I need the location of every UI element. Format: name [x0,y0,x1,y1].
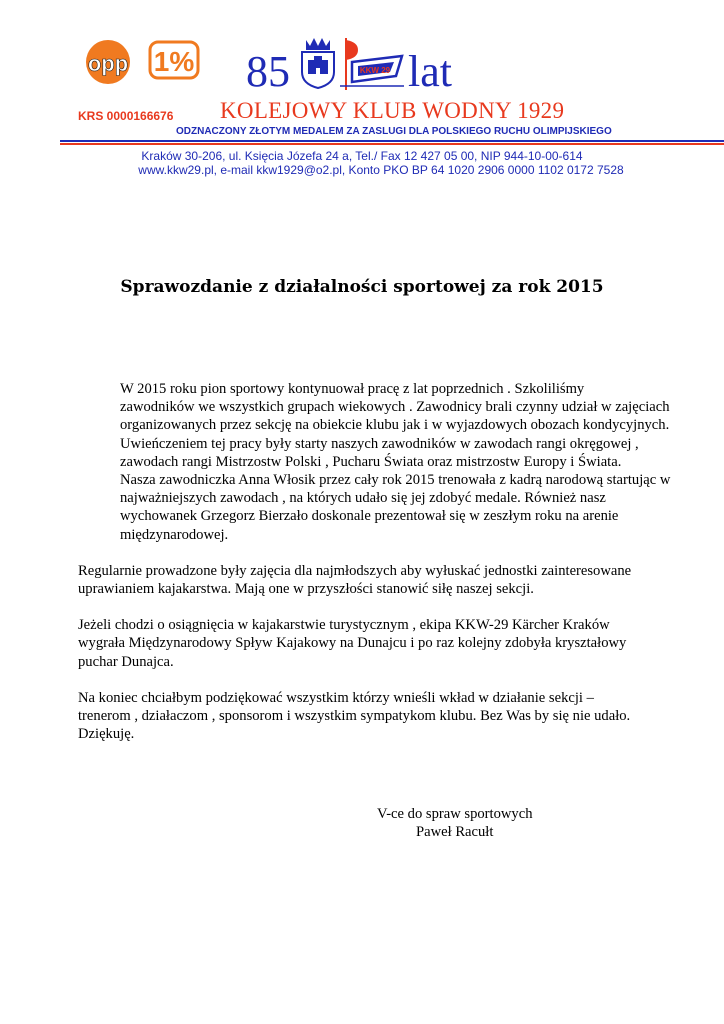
text-line: trenerom , działaczom , sponsorom i wszystkim sympatykom klubu. Bez Was by się nie udało. [78,708,631,725]
club-name: KOLEJOWY KLUB WODNY 1929 [220,98,565,123]
paragraph-tourism [78,616,638,671]
text-line: wygrała Międzynarodowy Spływ Kajakowy na Dunajcu i po raz kolejny zdobyła kryształowy [78,635,627,652]
text-line: organizowanych przez sekcję na obiekcie klubu jak i w wyjazdowych obozach kondycyjnych. [120,417,670,434]
text-line: uprawianiem kajakarstwa. Mają one w przyszłości stanowić siłę naszej sekcji. [78,581,534,598]
opp-logo-text: opp [87,51,129,76]
text-line: W 2015 roku pion sportowy kontynuował pracę z lat poprzednich . Szkoliliśmy [120,381,585,397]
anniversary-number: 85 [246,47,290,96]
text-line: Jeżeli chodzi o osiągnięcia w kajakarstwie turystycznym , ekipa KKW-29 Kärcher Kraków [78,617,610,634]
krs-number: KRS 0000166676 [78,109,174,123]
anniversary-word: lat [408,47,452,96]
medal-line: ODZNACZONY ZŁOTYM MEDALEM ZA ZASLUGI DLA POLSKIEGO RUCHU OLIMPIJSKIEGO [176,126,612,137]
kkw-emblem-text: KKW 29 [359,66,391,75]
document-title: Sprawozdanie z działalności sportowej za rok 2015 [120,277,604,297]
text-line: zawodników we wszystkich grupach wiekowych . Zawodnicy brali czynny udział w zajęciach [120,399,670,416]
report-body [78,380,671,761]
text-line: Uwieńczeniem tej pracy były starty naszych zawodników w zawodach rangi okręgowej , [120,435,639,452]
signature-name: Paweł Racułt [416,824,494,840]
club-address: Kraków 30-206, ul. Księcia Józefa 24 a, Tel./ Fax 12 427 05 00, NIP 944-10-00-614 [141,149,583,163]
signature-role: V-ce do spraw sportowych [377,806,533,822]
header-rule-red [60,143,724,145]
text-line: wychowanek Grzegorz Bierzało doskonale prezentował się w zeszłym roku na arenie [120,508,619,525]
text-line: Nasza zawodniczka Anna Włosik przez cały rok 2015 trenowała z kadrą narodową startując w [120,472,671,489]
club-contacts: www.kkw29.pl, e-mail kkw1929@o2.pl, Konto PKO BP 64 1020 2906 0000 1102 0172 7528 [138,163,624,177]
text-line: Regularnie prowadzone były zajęcia dla najmłodszych aby wyłuskać jednostki zainteresowane [78,562,632,579]
header-rule-blue [60,140,724,142]
kkw-emblem [338,36,406,92]
opp-logo [78,38,140,88]
paragraph-thanks [78,689,638,744]
krakow-crest-icon [298,36,338,90]
text-line: najważniejszych zawodach , na których udało się jej zdobyć medale. Również nasz [120,490,606,507]
text-line: międzynarodowej. [120,526,229,543]
paragraph-youth [78,562,638,598]
text-line: puchar Dunajca. [78,653,174,670]
paragraph-achievements [78,380,671,544]
text-line: Dziękuję. [78,726,135,743]
text-line: zawodach rangi Mistrzostw Polski , Pucharu Świata oraz mistrzostw Europy i Świata. [120,453,622,470]
one-percent-logo-text: 1% [153,46,195,77]
one-percent-logo [148,40,200,80]
text-line: Na koniec chciałbym podziękować wszystkim którzy wnieśli wkład w działanie sekcji – [78,689,594,706]
